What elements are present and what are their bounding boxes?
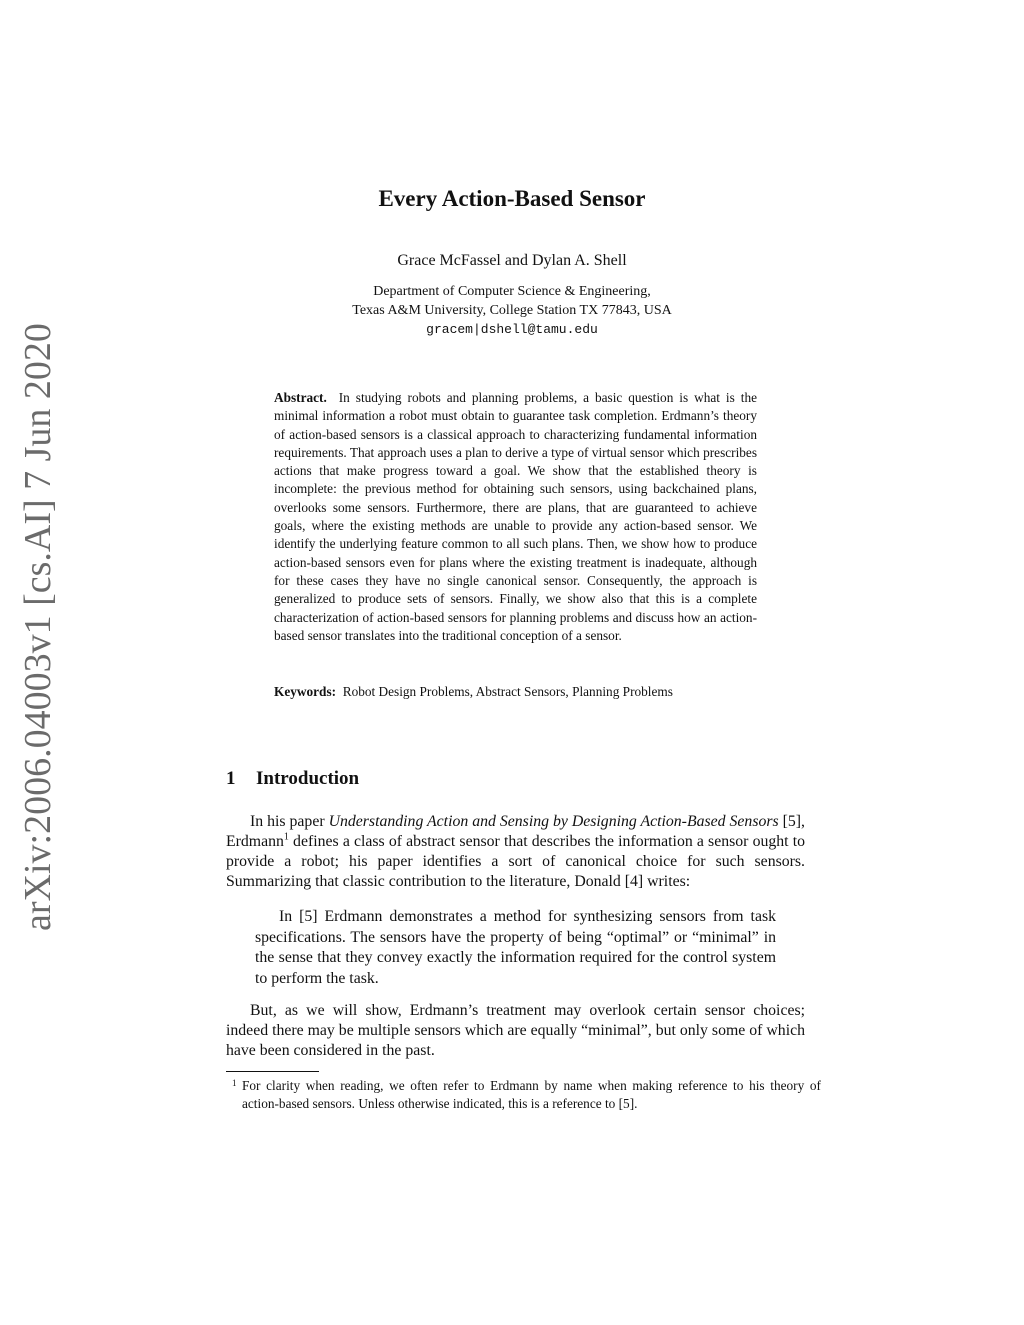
intro-paragraph-2: But, as we will show, Erdmann’s treatment may overlook certain sensor choices; indeed there may be multiple sensors which are equally “minimal”, but only some of which have been considered in the past. [226,1002,805,1059]
abstract-text: In studying robots and planning problems, a basic question is what is the minimal information a robot must obtain to guarantee task completion. Erdmann’s theory of action-based sensors is a classical approach to characterizing fundamental information requirements. That approach uses a plan to derive a type of virtual sensor which prescribes actions that make progress toward a goal. We show that the established theory is incomplete: the previous method for obtaining such sensors, using backchained plans, overlooks some sensors. Furthermore, there are plans, that are guaranteed to achieve goals, where the existing methods are unable to provide any action-based sensor. We identify the underlying feature common to all such plans. Then, we show how to produce action-based sensors even for plans where the existing treatment is inadequate, although for these cases they have no single canonical sensor. Consequently, the approach is generalized to produce sets of sensors. Finally, we show also that this is a complete characterization of action-based sensors for planning problems and discuss how an action-based sensor translates into the traditional conception of a sensor. [274,390,757,643]
abstract-label: Abstract. [274,390,327,405]
section-heading-introduction [226,768,359,790]
author-email: gracem|dshell@tamu.edu [426,322,598,337]
abstract [274,389,757,645]
author-list: Grace McFassel and Dylan A. Shell [397,252,627,269]
affiliation-department: Department of Computer Science & Engineering, [373,284,651,299]
intro-paragraph-1 [226,812,805,892]
footnote-number: 1 [232,1078,237,1088]
footnote-marker: 1 [283,831,289,843]
keywords [274,683,757,701]
footnote-text: For clarity when reading, we often refer to Erdmann by name when making reference to his theory of action-based sensors. Unless otherwise indicated, this is a reference to [5]. [242,1078,821,1111]
intro-p1-lead: In his paper [250,813,329,830]
intro-p1-citation: [5], Erdmann [226,813,805,850]
cited-paper-title: Understanding Action and Sensing by Designing Action-Based Sensors [328,813,779,830]
keywords-label: Keywords: [274,684,337,699]
affiliation-block [0,282,1024,339]
section-title-text: Introduction [256,768,360,789]
keywords-text: Robot Design Problems, Abstract Sensors, Planning Problems [342,684,673,699]
footnote-divider [226,1071,319,1072]
block-quote: In [5] Erdmann demonstrates a method for synthesizing sensors from task specifications. The sensors have the property of being “optimal” or “minimal” in the sense that they convey exactly the information required for the control system to perform the task. [255,908,776,987]
section-number: 1 [226,768,236,789]
footnote [226,1077,821,1113]
paper-title: Every Action-Based Sensor [378,186,646,211]
affiliation-university: Texas A&M University, College Station TX 77843, USA [352,303,672,318]
arxiv-identifier-stamp: arXiv:2006.04003v1 [cs.AI] 7 Jun 2020 [17,323,59,931]
intro-p1-rest: defines a class of abstract sensor that describes the information a sensor ought to provide a robot; his paper identifies a sort of canonical choice for such sensors. Summarizing that classic contribution to the literature, Donald [4] writes: [226,833,805,890]
